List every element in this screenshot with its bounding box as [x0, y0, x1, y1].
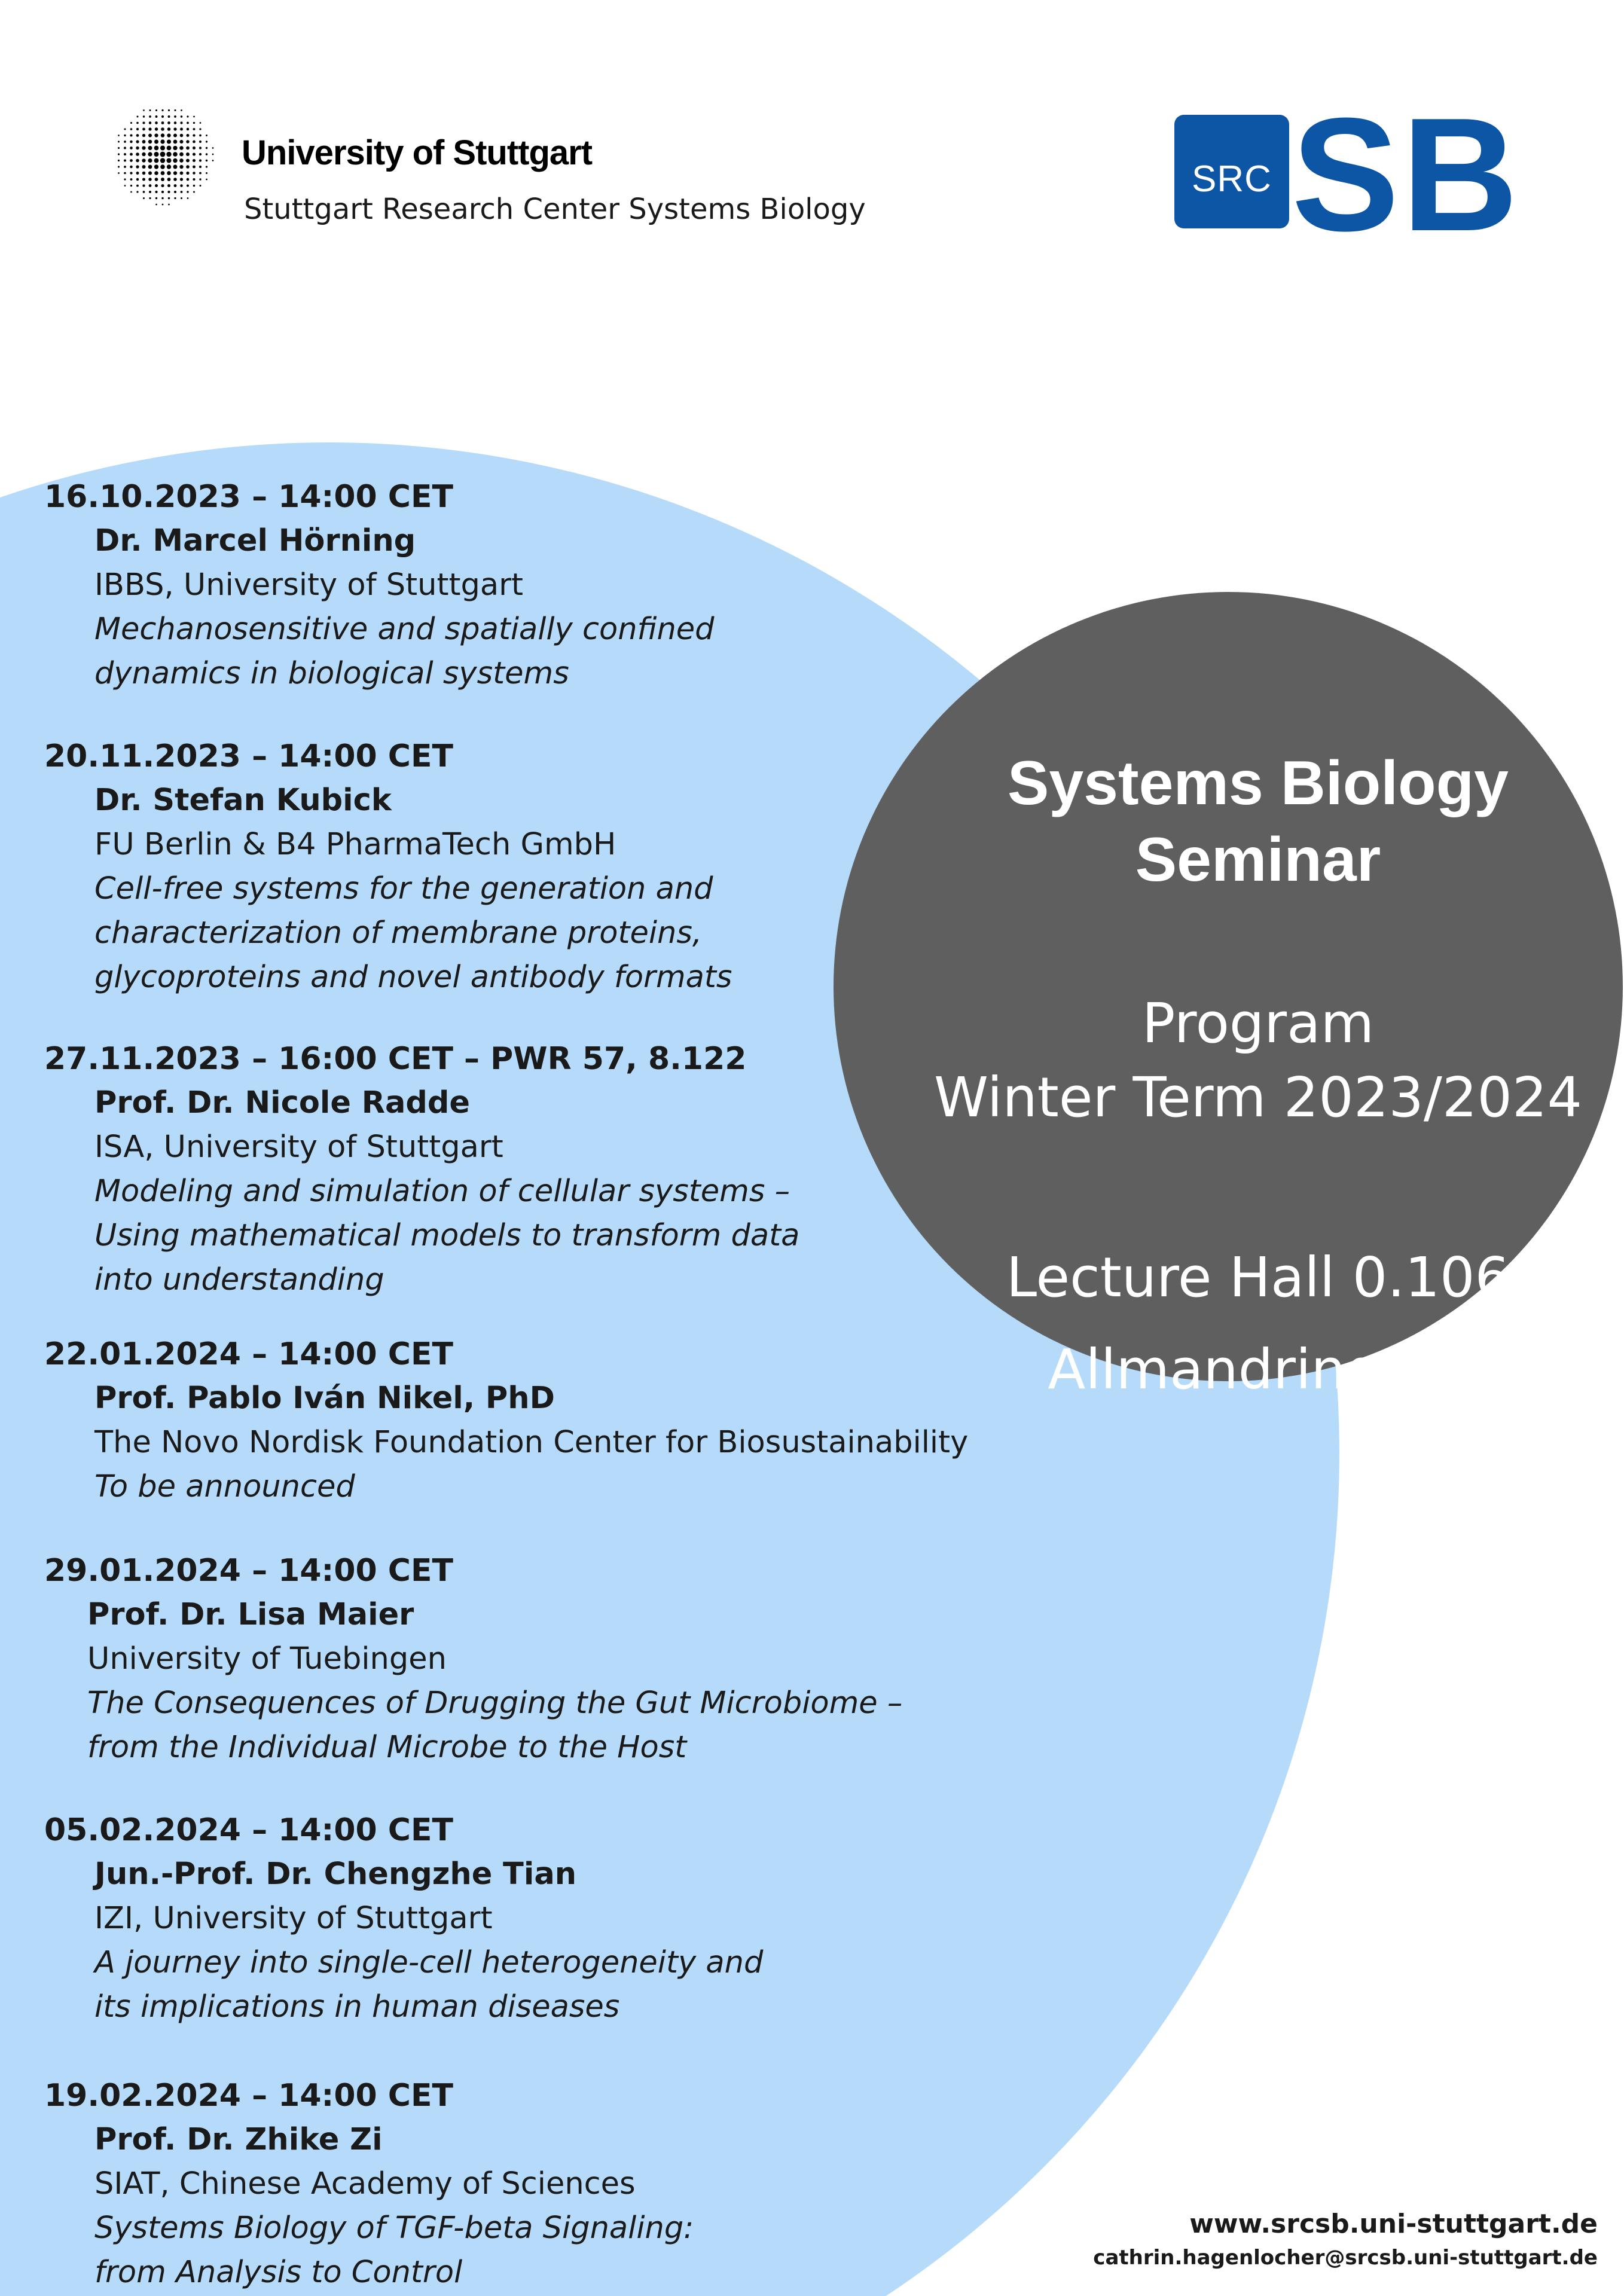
logo-dot [130, 134, 132, 136]
logo-dot [124, 185, 126, 187]
logo-dot [212, 160, 214, 161]
seminar-title [834, 745, 1624, 898]
logo-dot [148, 152, 152, 156]
logo-dot [136, 128, 139, 130]
program-term [834, 987, 1624, 1135]
logo-dot [180, 178, 183, 181]
logo-dot [160, 152, 166, 157]
logo-dot [212, 147, 214, 149]
logo-dot [193, 159, 196, 162]
logo-dot [168, 115, 170, 118]
logo-dot [148, 165, 152, 169]
logo-dot [179, 140, 183, 144]
logo-dot [136, 165, 139, 168]
logo-dot [142, 152, 145, 156]
logo-dot [168, 109, 170, 111]
logo-dot [142, 184, 145, 187]
seminar-entry [44, 2074, 694, 2295]
logo-dot [167, 121, 170, 124]
logo-dot [206, 172, 207, 174]
logo-dot [186, 159, 190, 163]
srcsb-logo-box [1174, 115, 1289, 228]
logo-dot [187, 184, 189, 187]
seminar-talk-title-line: characterization of membrane proteins, [94, 915, 703, 951]
logo-dot [154, 140, 158, 144]
logo-dot [155, 109, 157, 111]
logo-dot [161, 133, 164, 137]
logo-dot [118, 141, 120, 143]
contact-email-link[interactable]: cathrin.hagenlocher@srcsb.uni-stuttgart.de [1093, 2246, 1598, 2270]
logo-dot [167, 178, 171, 181]
srcsb-logo-src-text: SRC [1192, 158, 1272, 200]
logo-dot [193, 134, 195, 136]
srcsb-logo-sb-text: SB [1292, 85, 1521, 265]
logo-dot [181, 115, 183, 118]
logo-dot [181, 197, 182, 199]
logo-dot [124, 166, 126, 168]
logo-dot [206, 147, 207, 149]
logo-dot [148, 158, 152, 163]
logo-dot [142, 121, 145, 124]
logo-dot [199, 172, 202, 175]
seminar-talk-title-line: A journey into single-cell heterogeneity and [94, 1945, 764, 1980]
logo-dot [174, 121, 177, 124]
logo-dot [154, 158, 159, 163]
logo-dot [193, 122, 195, 124]
logo-dot [167, 184, 170, 187]
seminar-talk-title-line: from Analysis to Control [94, 2255, 463, 2290]
logo-dot [174, 109, 176, 111]
logo-dot [193, 185, 196, 187]
logo-dot [187, 128, 189, 130]
logo-dot [142, 172, 146, 175]
seminar-talk-title-line: glycoproteins and novel antibody formats [94, 960, 732, 995]
logo-dot [199, 166, 202, 168]
logo-dot [167, 191, 170, 193]
logo-dot [173, 133, 177, 137]
seminar-details [44, 778, 732, 1000]
seminar-affiliation: ISA, University of Stuttgart [94, 1129, 503, 1165]
logo-dot [124, 178, 126, 180]
logo-dot [124, 135, 126, 136]
seminar-talk-title-line: Cell-free systems for the generation and [94, 871, 713, 906]
logo-dot [118, 166, 120, 167]
logo-dot [180, 134, 184, 138]
logo-dot [118, 147, 120, 149]
logo-dot [148, 140, 152, 144]
seminar-speaker: Prof. Dr. Lisa Maier [87, 1597, 414, 1632]
logo-dot [118, 160, 120, 161]
seminar-details [44, 519, 715, 696]
logo-dot [187, 197, 189, 199]
seminar-date: 16.10.2023 – 14:00 CET [44, 479, 453, 515]
logo-dot [167, 164, 171, 169]
logo-dot [206, 179, 207, 181]
seminar-details [44, 1593, 902, 1770]
logo-dot [154, 152, 158, 157]
logo-dot [160, 145, 165, 150]
logo-dot [199, 128, 201, 130]
seminar-date: 27.11.2023 – 16:00 CET – PWR 57, 8.122 [44, 1041, 747, 1077]
seminar-speaker: Dr. Marcel Hörning [94, 523, 416, 558]
logo-dot [206, 166, 207, 167]
logo-dot [149, 121, 151, 124]
logo-dot [186, 146, 190, 150]
logo-dot [179, 165, 183, 169]
logo-dot [148, 146, 152, 150]
logo-dot [167, 139, 171, 144]
logo-dot [162, 204, 164, 206]
logo-dot [186, 152, 190, 156]
logo-dot [180, 128, 183, 131]
logo-dot [160, 139, 164, 144]
logo-dot [199, 146, 202, 149]
logo-dot [148, 178, 151, 181]
logo-dot [193, 166, 196, 169]
logo-dot [155, 191, 157, 193]
logo-dot [148, 171, 152, 175]
logo-dot [173, 140, 178, 144]
logo-dot [142, 128, 145, 131]
seminar-date: 20.11.2023 – 14:00 CET [44, 738, 453, 774]
logo-dot [200, 122, 202, 124]
seminar-talk-title-line: Using mathematical models to transform data [94, 1218, 800, 1253]
logo-dot [136, 140, 139, 143]
logo-dot [154, 171, 158, 175]
logo-dot [161, 109, 163, 111]
seminar-speaker: Prof. Pablo Iván Nikel, PhD [94, 1381, 555, 1416]
seminar-affiliation: FU Berlin & B4 PharmaTech GmbH [94, 827, 616, 862]
seminar-talk-title-line: dynamics in biological systems [94, 656, 569, 691]
logo-dot [193, 116, 195, 118]
seminar-speaker: Prof. Dr. Nicole Radde [94, 1085, 470, 1120]
logo-dot [148, 134, 152, 138]
logo-dot [118, 135, 120, 136]
seminar-speaker: Prof. Dr. Zhike Zi [94, 2122, 383, 2157]
logo-dot [118, 172, 120, 174]
logo-dot [149, 109, 151, 111]
logo-dot [168, 197, 170, 199]
university-name: University of Stuttgart [242, 133, 593, 172]
logo-dot [142, 134, 145, 137]
logo-dot [130, 128, 133, 130]
logo-dot [193, 172, 196, 175]
logo-dot [155, 197, 157, 199]
logo-dot [167, 133, 170, 137]
logo-dot [180, 184, 183, 187]
seminar-talk-title-line: Mechanosensitive and spatially confined [94, 612, 715, 647]
seminar-talk-title-line: Modeling and simulation of cellular systems – [94, 1174, 790, 1209]
logo-dot [154, 164, 158, 169]
logo-dot [193, 152, 196, 155]
logo-dot [136, 134, 139, 137]
logo-dot [174, 191, 176, 193]
logo-dot [186, 140, 189, 143]
logo-dot [168, 204, 170, 206]
logo-dot [142, 158, 145, 162]
seminar-details [44, 1852, 763, 2029]
logo-dot [187, 115, 188, 117]
logo-dot [167, 171, 171, 175]
logo-dot [130, 122, 132, 124]
logo-dot [173, 178, 177, 181]
logo-dot [200, 185, 202, 187]
website-link[interactable]: www.srcsb.uni-stuttgart.de [1189, 2209, 1598, 2239]
seminar-details [44, 1376, 968, 1509]
logo-dot [206, 160, 207, 161]
logo-dot [187, 178, 190, 181]
logo-dot [173, 127, 176, 130]
logo-dot [199, 135, 202, 137]
logo-dot [142, 165, 145, 169]
logo-dot [130, 146, 133, 149]
logo-dot [206, 141, 207, 142]
seminar-title-line-2: Seminar [1135, 825, 1381, 894]
logo-dot [193, 141, 196, 144]
seminar-affiliation: University of Tuebingen [87, 1641, 447, 1677]
seminar-entry [44, 1808, 763, 2029]
logo-dot [149, 184, 152, 187]
logo-dot [161, 115, 164, 118]
logo-dot [180, 172, 184, 175]
logo-dot [136, 122, 139, 124]
program-label: Program [1141, 991, 1375, 1055]
logo-dot [154, 146, 159, 151]
seminar-entry [44, 475, 715, 696]
logo-dot [179, 158, 184, 163]
university-logo-icon [111, 103, 216, 208]
logo-dot [143, 191, 145, 193]
seminar-affiliation: IBBS, University of Stuttgart [94, 567, 524, 603]
venue-hall: Lecture Hall 0.106 [1006, 1245, 1510, 1309]
logo-dot [130, 185, 132, 187]
logo-dot [167, 146, 172, 151]
logo-dot [161, 178, 164, 181]
logo-dot [136, 178, 139, 181]
seminar-talk-title-line: Systems Biology of TGF-beta Signaling: [94, 2210, 694, 2246]
logo-dot [124, 129, 126, 130]
logo-dot [186, 165, 190, 169]
logo-dot [143, 115, 145, 117]
logo-dot [124, 153, 126, 155]
logo-dot [137, 116, 139, 118]
seminar-talk-title-line: The Consequences of Drugging the Gut Microbiome – [87, 1686, 903, 1721]
logo-dot [124, 147, 126, 149]
logo-dot [136, 152, 139, 156]
logo-dot [173, 171, 177, 175]
logo-dot [130, 159, 133, 162]
seminar-talk-title-line: from the Individual Microbe to the Host [87, 1730, 687, 1765]
logo-dot [160, 164, 165, 169]
seminar-speaker: Dr. Stefan Kubick [94, 783, 392, 818]
logo-dot [173, 152, 178, 157]
logo-dot [199, 141, 202, 143]
logo-dot [206, 135, 207, 136]
logo-dot [161, 191, 164, 193]
logo-dot [193, 146, 196, 149]
logo-dot [173, 146, 177, 150]
logo-dot [199, 153, 202, 155]
logo-dot [161, 197, 164, 200]
logo-dot [148, 127, 151, 130]
logo-dot [143, 109, 145, 111]
logo-dot [179, 152, 184, 157]
logo-dot [199, 159, 202, 161]
logo-dot [130, 178, 133, 181]
logo-dot [136, 159, 139, 163]
logo-dot [155, 115, 158, 118]
logo-dot [161, 127, 164, 131]
seminar-details [44, 1081, 799, 1302]
logo-dot [173, 165, 178, 169]
logo-dot [161, 121, 164, 124]
seminar-affiliation: SIAT, Chinese Academy of Sciences [94, 2166, 636, 2202]
seminar-date: 19.02.2024 – 14:00 CET [44, 2078, 453, 2114]
logo-dot [179, 146, 184, 150]
seminar-talk-title-line: into understanding [94, 1262, 384, 1297]
logo-dot [136, 191, 138, 193]
logo-dot [124, 172, 126, 175]
seminar-title-line-1: Systems Biology [1007, 749, 1509, 818]
logo-dot [167, 127, 171, 131]
logo-dot [136, 172, 139, 175]
logo-dot [149, 191, 151, 193]
seminar-affiliation: The Novo Nordisk Foundation Center for Biosustainability [94, 1425, 969, 1460]
logo-dot [149, 197, 151, 199]
logo-dot [118, 153, 120, 155]
logo-dot [174, 184, 177, 187]
seminar-entry [44, 1037, 799, 1302]
seminar-speaker: Jun.-Prof. Dr. Chengzhe Tian [94, 1857, 577, 1892]
term-label: Winter Term 2023/2024 [933, 1065, 1583, 1129]
logo-dot [130, 191, 132, 193]
seminar-talk-title-line: To be announced [94, 1469, 355, 1504]
srcsb-logo [1174, 85, 1547, 265]
logo-dot [181, 109, 182, 111]
logo-dot [186, 172, 189, 175]
logo-dot [193, 178, 195, 181]
seminar-details [44, 2118, 694, 2295]
logo-dot [136, 185, 139, 187]
logo-dot [206, 153, 208, 155]
logo-dot [155, 204, 157, 206]
logo-dot [193, 128, 196, 130]
seminar-entry [44, 1332, 968, 1509]
seminar-affiliation: IZI, University of Stuttgart [94, 1901, 493, 1936]
logo-dot [212, 154, 214, 155]
logo-dot [142, 146, 145, 149]
logo-dot [187, 191, 188, 193]
logo-dot [174, 115, 176, 118]
seminar-date: 29.01.2024 – 14:00 CET [44, 1553, 453, 1589]
logo-dot [166, 158, 171, 163]
venue-address: Allmandring 31 [1048, 1338, 1469, 1402]
logo-dot [155, 178, 158, 181]
logo-dot [180, 121, 182, 124]
logo-dot [130, 172, 132, 174]
logo-dot [181, 191, 183, 193]
logo-dot [187, 134, 190, 137]
logo-dot [161, 184, 164, 187]
research-center-name: Stuttgart Research Center Systems Biology [244, 193, 866, 226]
logo-dot [149, 115, 151, 118]
logo-dot [174, 197, 176, 199]
logo-dot [130, 141, 132, 143]
seminar-entry [44, 1549, 902, 1770]
logo-dot [130, 166, 133, 169]
logo-dot [142, 178, 145, 181]
logo-dot [155, 127, 158, 130]
logo-dot [136, 146, 139, 149]
seminar-date: 22.01.2024 – 14:00 CET [44, 1336, 453, 1372]
logo-dot [124, 160, 126, 162]
logo-dot [193, 191, 195, 193]
seminar-entry [44, 734, 732, 1000]
logo-dot [155, 184, 158, 187]
seminar-talk-title-line: its implications in human diseases [94, 1989, 620, 2025]
logo-dot [124, 141, 126, 143]
seminar-date: 05.02.2024 – 14:00 CET [44, 1812, 453, 1848]
logo-dot [161, 171, 165, 175]
logo-dot [130, 153, 133, 156]
logo-dot [166, 152, 171, 157]
logo-dot [160, 158, 165, 163]
logo-dot [155, 121, 158, 124]
logo-dot [173, 158, 177, 163]
logo-dot [154, 133, 158, 137]
logo-dot [142, 140, 146, 144]
logo-dot [143, 197, 145, 199]
logo-dot [187, 122, 189, 124]
logo-dot [199, 178, 201, 180]
